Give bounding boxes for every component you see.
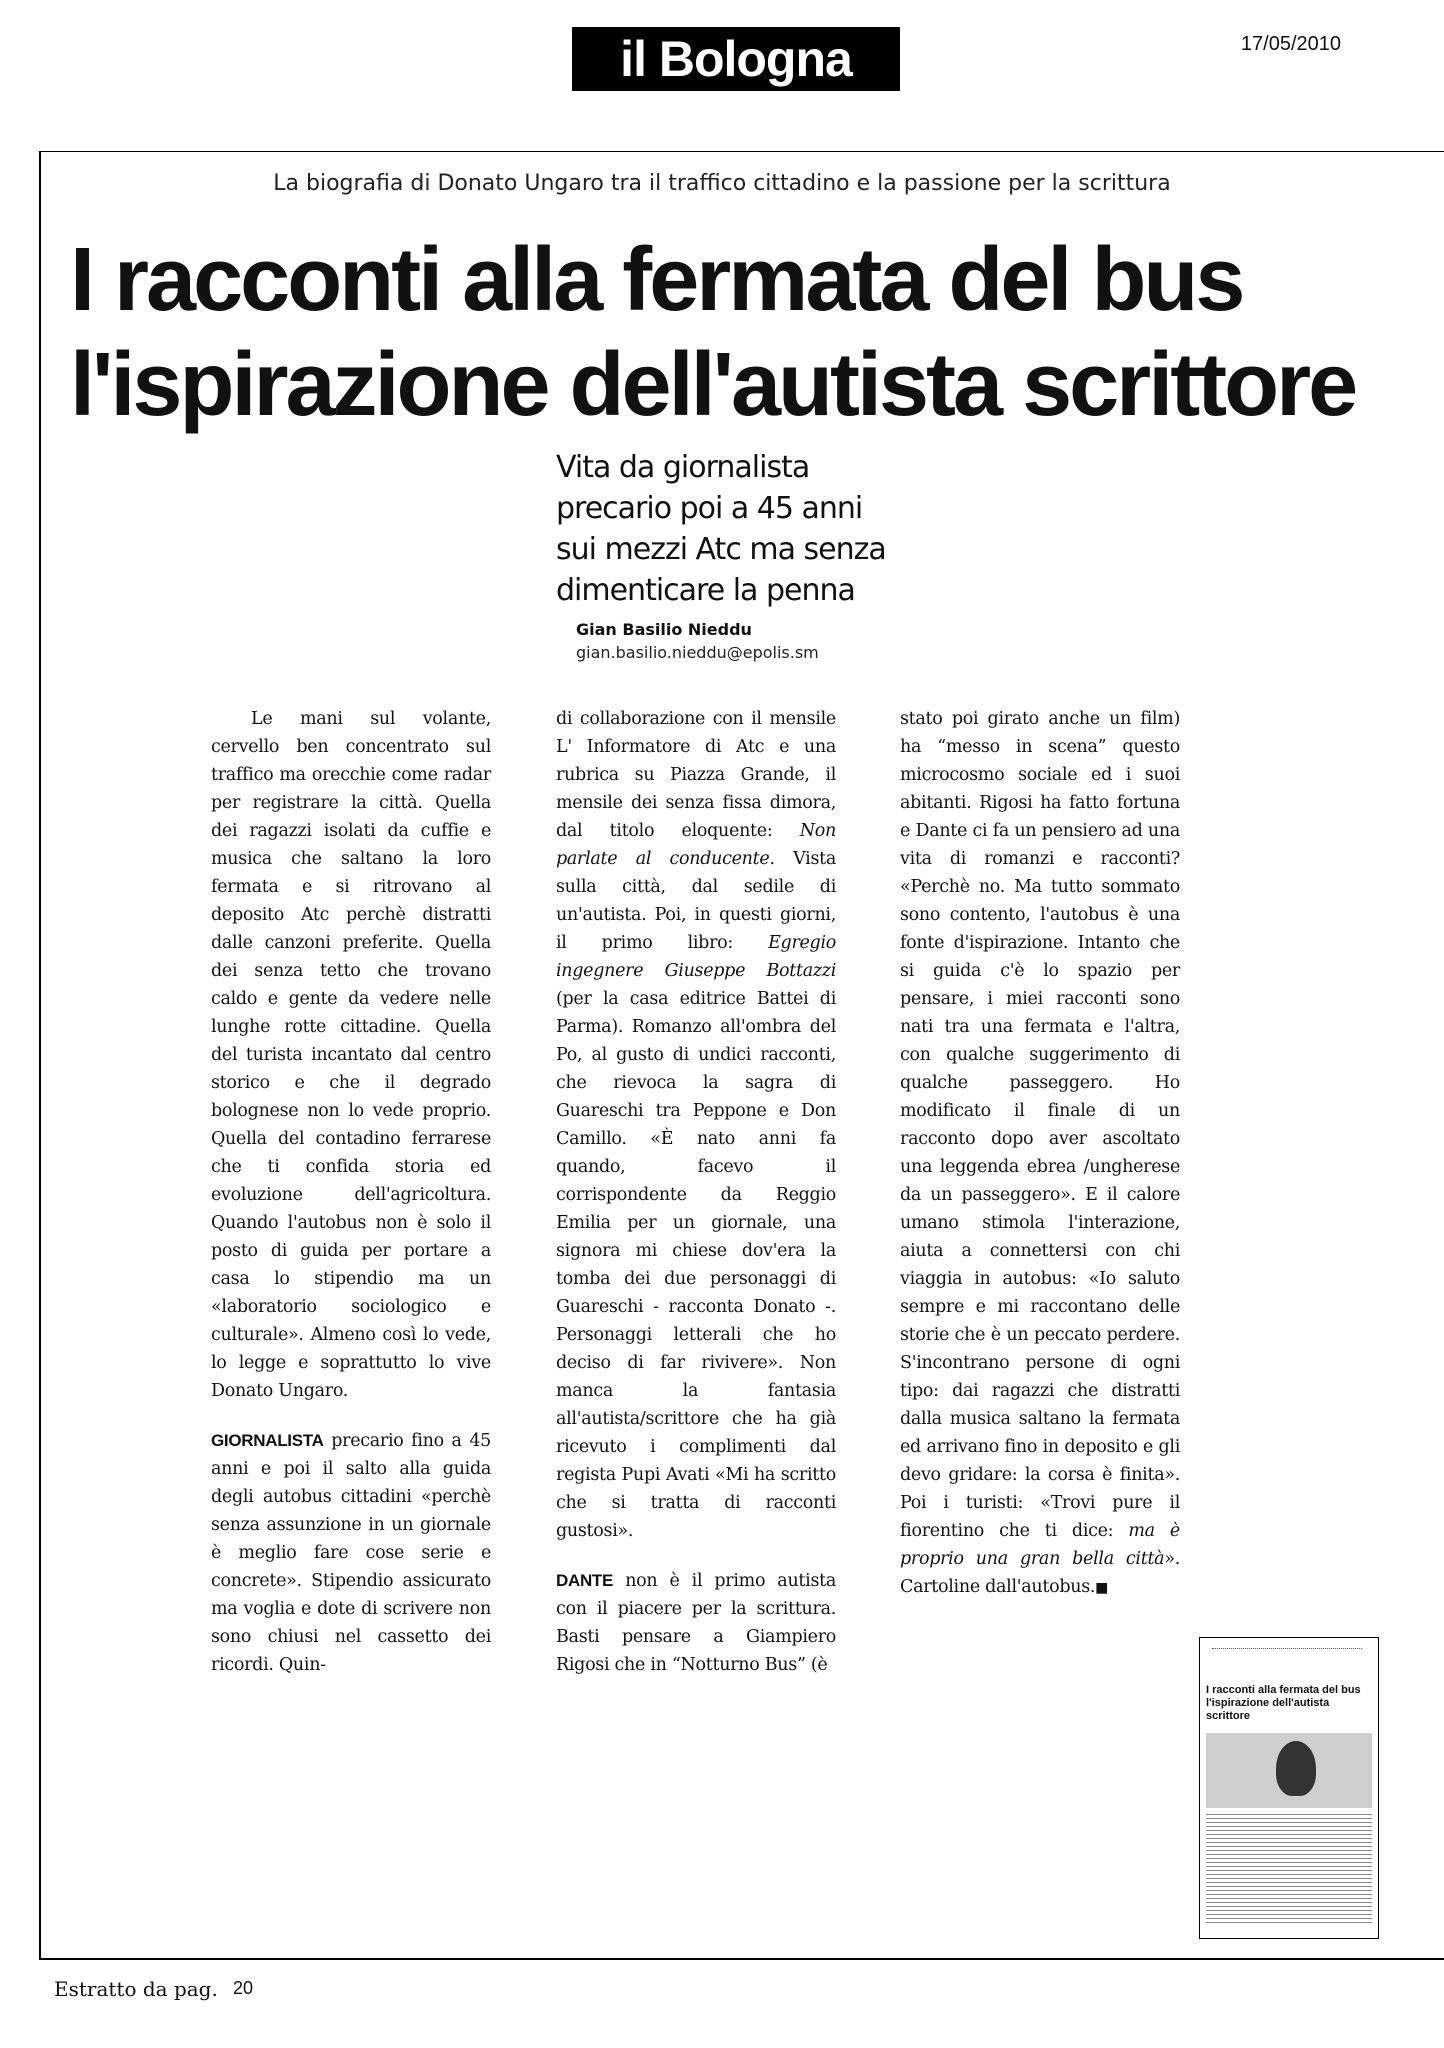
author-email: gian.basilio.nieddu@epolis.sm <box>576 643 819 662</box>
col3-text-b: ». Cartoline dall'autobus. <box>900 1549 1180 1597</box>
col2-italic-title-2: Egregio ingegnere Giuseppe Bottazzi <box>556 933 836 981</box>
col3-paragraph-1 <box>900 705 1180 1602</box>
footer-page-number: 20 <box>233 1978 254 1998</box>
thumbnail-text-lines <box>1206 1814 1372 1924</box>
headline-line-2: l'ispirazione dell'autista scrittore <box>70 335 1356 435</box>
col2-text-a: di collaborazione con il mensile L' Informatore di Atc e una rubrica su Piazza Grande, il mensile dei senza fissa dimora, dal titolo eloquente: <box>556 709 836 841</box>
author-name: Gian Basilio Nieddu <box>576 620 752 639</box>
page-thumbnail <box>1199 1637 1379 1939</box>
col1-paragraph-1: Le mani sul volante, cervello ben concentrato sul traffico ma orecchie come radar per registrare la città. Quella dei ragazzi isolati da cuffie e musica che saltano la loro fermata e si ritrovano al deposito Atc perchè distratti dalle canzoni preferite. Quella dei senza tetto che trovano caldo e gente da vedere nelle lunghe rotte cittadine. Quella del turista incantato dal centro storico e che il degrado bolognese non lo vede proprio. Quella del contadino ferrarese che ti confida storia ed evoluzione dell'agricoltura. Quando l'autobus non è solo il posto di guida per portare a casa lo stipendio ma un «laboratorio sociologico e culturale». Almeno così lo vede, lo legge e soprattutto lo vive Donato Ungaro. <box>211 709 491 1401</box>
col1-paragraph-2-text: precario fino a 45 anni e poi il salto alla guida degli autobus cittadini «perchè senza assunzione in un giornale è meglio fare cose serie e concrete». Stipendio assicurato ma voglia e dote di scrivere non sono chiusi nel cassetto dei ricordi. Quin- <box>211 1431 491 1675</box>
col2-paragraph-2-text: non è il primo autista con il piacere per la scrittura. Basti pensare a Giampiero Rigosi che in “Notturno Bus” (è <box>556 1571 836 1675</box>
thumbnail-masthead-line <box>1212 1648 1362 1657</box>
column-2 <box>556 705 836 1679</box>
col3-italic-quote: ma è proprio una gran bella città <box>900 1521 1180 1569</box>
masthead-logo: il Bologna <box>572 27 900 91</box>
col2-lead-word: DANTE <box>556 1571 614 1590</box>
article-headline <box>70 228 1410 438</box>
article-subhead: Vita da giornalista precario poi a 45 anni sui mezzi Atc ma senza dimenticare la penna <box>556 450 886 608</box>
thumbnail-photo <box>1206 1733 1372 1808</box>
col2-italic-title-1: Non parlate al conducente <box>556 821 836 869</box>
footer-label: Estratto da pag. <box>54 1977 218 2001</box>
article-kicker: La biografia di Donato Ungaro tra il traffico cittadino e la passione per la scrittura <box>273 171 1171 196</box>
headline-line-1: I racconti alla fermata del bus <box>70 230 1243 330</box>
end-mark: ■ <box>1095 1580 1109 1596</box>
col2-text-b: . Vista sulla città, dal sedile di un'autista. Poi, in questi giorni, il primo libro: <box>556 849 836 953</box>
col3-text-a: stato poi girato anche un film) ha “messo in scena” questo microcosmo sociale ed i suoi abitanti. Rigosi ha fatto fortuna e Dante ci fa un pensiero ad una vita di romanzi e racconti? «Perchè no. Ma tutto sommato sono contento, l'autobus è una fonte d'ispirazione. Intanto che si guida c'è lo spazio per pensare, i miei racconti sono nati tra una fermata e l'altra, con qualche suggerimento di qualche passeggero. Ho modificato il finale di un racconto dopo aver ascoltato una leggenda ebrea /ungherese da un passeggero». E il calore umano stimola l'interazione, aiuta a connettersi con chi viaggia in autobus: «Io saluto sempre e mi raccontano delle storie che è un peccato perdere. S'incontrano persone di ogni tipo: dai ragazzi che distratti dalla musica saltano la fermata ed arrivano fino in deposito e gli devo gridare: la corsa è finita». Poi i turisti: «Trovi pure il fiorentino che ti dice: <box>900 709 1180 1541</box>
col2-paragraph-1 <box>556 705 836 1545</box>
col2-text-c: (per la casa editrice Battei di Parma). Romanzo all'ombra del Po, al gusto di undici racconti, che rievoca la sagra di Guareschi tra Peppone e Don Camillo. «È nato anni fa quando, facevo il corrispondente da Reggio Emilia per un giornale, una signora mi chiese dov'era la tomba dei due personaggi di Guareschi - racconta Donato -. Personaggi letterali che ho deciso di far rivivere». Non manca la fantasia all'autista/scrittore che ha già ricevuto i complimenti dal regista Pupi Avati «Mi ha scritto che si tratta di racconti gustosi». <box>556 989 836 1541</box>
col1-lead-word: GIORNALISTA <box>211 1431 324 1450</box>
column-1 <box>211 705 491 1679</box>
clipping-date: 17/05/2010 <box>1240 33 1341 55</box>
thumbnail-portrait <box>1276 1741 1316 1796</box>
col1-paragraph-2 <box>211 1427 491 1679</box>
column-3 <box>900 705 1180 1602</box>
thumbnail-headline: I racconti alla fermata del bus l'ispirazione dell'autista scrittore <box>1206 1684 1361 1722</box>
byline <box>576 620 819 662</box>
col2-paragraph-2 <box>556 1567 836 1679</box>
